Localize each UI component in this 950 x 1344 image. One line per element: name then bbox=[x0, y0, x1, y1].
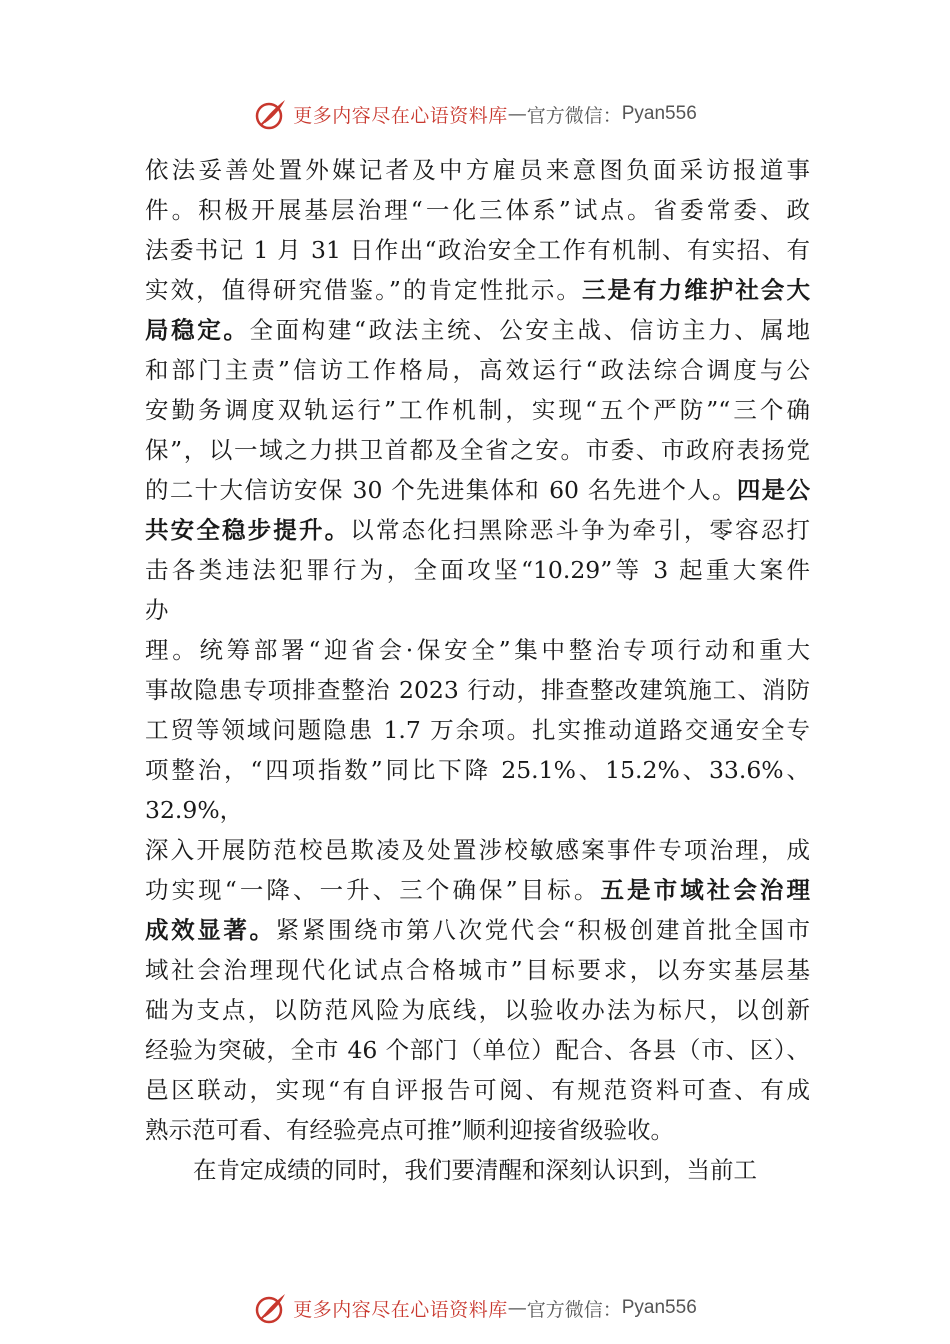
text-line bbox=[145, 870, 810, 910]
text-segment: 础为支点，以防范风险为底线，以验收办法为标尺，以创新 bbox=[145, 996, 810, 1024]
text-line bbox=[145, 750, 810, 790]
text-segment: 在肯定成绩的同时，我们要清醒和深刻认识到，当前工 bbox=[193, 1156, 757, 1184]
text-segment: 工贸等领域问题隐患 1.7 万余项。扎实推动道路交通安全专 bbox=[145, 716, 810, 744]
bold-heading-segment: 三是有力维护社会大 bbox=[581, 276, 811, 304]
bold-heading-segment: 共安全稳步提升。 bbox=[145, 516, 351, 544]
text-line bbox=[145, 430, 810, 470]
text-segment: 以常态化扫黑除恶斗争为牵引，零容忍打 bbox=[350, 516, 811, 544]
text-line bbox=[145, 590, 810, 630]
text-line bbox=[145, 670, 810, 710]
text-segment: 和部门主责”信访工作格局，高效运行“政法综合调度与公 bbox=[145, 356, 810, 384]
quill-pen-logo-icon bbox=[253, 96, 289, 132]
banner-brand-text: 更多内容尽在心语资料库 bbox=[293, 1298, 508, 1321]
text-line bbox=[145, 1110, 810, 1150]
text-segment: 理。统筹部署“迎省会·保安全”集中整治专项行动和重大 bbox=[145, 636, 810, 664]
text-line bbox=[145, 190, 810, 230]
text-segment: 击各类违法犯罪行为，全面攻坚“10.29”等 3 起重大案件 bbox=[145, 556, 810, 584]
text-segment: 办 bbox=[145, 596, 169, 624]
text-segment: 法委书记 1 月 31 日作出“政治安全工作有机制、有实招、有 bbox=[145, 236, 810, 264]
banner-wechat-label: 官方微信： bbox=[526, 104, 622, 127]
banner-separator: — bbox=[507, 103, 527, 125]
text-segment: 深入开展防范校⾢欺凌及处置涉校敏感案事件专项治理，成 bbox=[145, 836, 810, 864]
text-segment: 熟示范可看、有经验亮点可推”顺利迎接省级验收。 bbox=[145, 1116, 675, 1144]
text-line bbox=[145, 910, 810, 950]
text-segment: 件。积极开展基层治理“一化三体系”试点。省委常委、政 bbox=[145, 196, 810, 224]
text-line bbox=[145, 230, 810, 270]
text-line bbox=[145, 710, 810, 750]
bold-heading-segment: 四是公 bbox=[736, 476, 811, 504]
text-line bbox=[145, 310, 810, 350]
text-segment: ⾢区联动，实现“有自评报告可阅、有规范资料可查、有成 bbox=[145, 1076, 810, 1104]
bold-heading-segment: 局稳定。 bbox=[145, 316, 250, 344]
footer-watermark-banner bbox=[0, 1288, 950, 1328]
text-line bbox=[145, 950, 810, 990]
text-segment: 依法妥善处置外媒记者及中方雇员来意图负面采访报道事 bbox=[145, 156, 810, 184]
text-line bbox=[145, 1150, 810, 1190]
text-segment: 实效，值得研究借鉴。”的肯定性批示。 bbox=[145, 276, 582, 304]
text-segment: 全面构建“政法主统、公安主战、信访主力、属地 bbox=[249, 316, 811, 344]
banner-wechat-id: Pyan556 bbox=[621, 103, 697, 124]
text-line bbox=[145, 550, 810, 590]
text-segment: 域社会治理现代化试点合格城市”目标要求，以夯实基层基 bbox=[145, 956, 810, 984]
header-watermark-banner bbox=[0, 94, 950, 134]
text-segment: 功实现“一降、一升、三个确保”目标。 bbox=[145, 876, 601, 904]
text-line bbox=[145, 150, 810, 190]
banner-wechat-id: Pyan556 bbox=[621, 1297, 697, 1318]
banner-brand-text: 更多内容尽在心语资料库 bbox=[293, 104, 508, 127]
text-segment: 紧紧围绕市第八次党代会“积极创建首批全国市 bbox=[275, 916, 811, 944]
text-line bbox=[145, 830, 810, 870]
text-line bbox=[145, 390, 810, 430]
text-line bbox=[145, 1030, 810, 1070]
text-segment: 保”，以一域之力拱卫首都及全省之安。市委、市政府表扬党 bbox=[145, 436, 810, 464]
text-line bbox=[145, 1070, 810, 1110]
text-line bbox=[145, 270, 810, 310]
text-line bbox=[145, 350, 810, 390]
text-segment: 安勤务调度双轨运行”工作机制，实现“五个严防”“三个确 bbox=[145, 396, 810, 424]
quill-pen-logo-icon bbox=[253, 1290, 289, 1326]
text-line bbox=[145, 630, 810, 670]
text-segment: 经验为突破，全市 46 个部门（单位）配合、各县（市、区）、 bbox=[145, 1036, 810, 1064]
text-segment: 事故隐患专项排查整治 2023 行动，排查整改建筑施工、消防 bbox=[145, 676, 810, 704]
text-segment: 项整治，“四项指数”同比下降 25.1%、15.2%、33.6%、 bbox=[145, 756, 810, 784]
banner-wechat-label: 官方微信： bbox=[526, 1298, 622, 1321]
text-line bbox=[145, 990, 810, 1030]
text-line bbox=[145, 790, 810, 830]
text-segment: 32.9%， bbox=[145, 796, 244, 824]
text-line bbox=[145, 510, 810, 550]
banner-separator: — bbox=[507, 1297, 527, 1319]
document-body bbox=[145, 150, 810, 1190]
bold-heading-segment: 五是市域社会治理 bbox=[600, 876, 811, 904]
text-segment: 的二十大信访安保 30 个先进集体和 60 名先进个人。 bbox=[145, 476, 737, 504]
bold-heading-segment: 成效显著。 bbox=[145, 916, 276, 944]
text-line bbox=[145, 470, 810, 510]
